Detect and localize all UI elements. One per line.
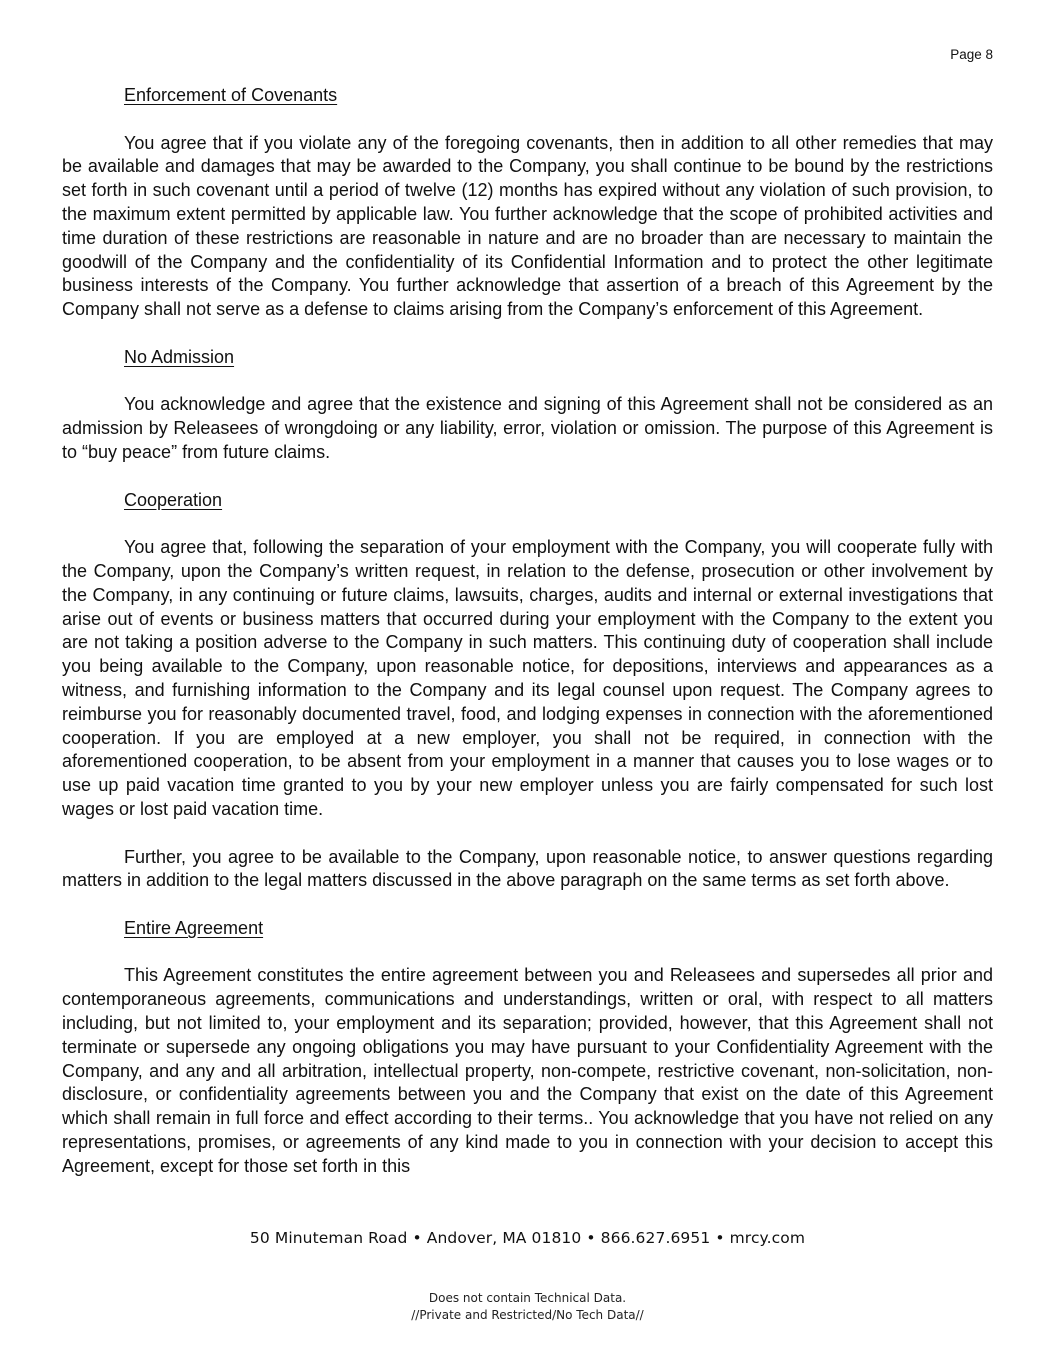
section-enforcement-of-covenants [62,84,993,322]
section-cooperation [62,489,993,894]
section-entire-agreement [62,917,993,1179]
footer-notice [0,1290,1055,1324]
section-heading: Cooperation [124,489,223,510]
section-paragraph: You agree that, following the separation of your employment with the Company, you will cooperate fully with the Company, upon the Company’s written request, in relation to the defense, prosecution or other involvement by the Company, in any continuing or future claims, lawsuits, charges, audits and internal or external investigations that arise out of events or business matters that occurred during your employment with the Company to the extent you are not taking a position adverse to the Company in such matters. This continuing duty of cooperation shall include you being available to the Company, upon reasonable notice, for depositions, interviews and appearances as a witness, and furnishing information to the Company and its legal counsel upon request. The Company agrees to reimburse you for reasonably documented travel, food, and lodging expenses in connection with the aforementioned cooperation. If you are employed at a new employer, you shall not be required, in connection with the aforementioned cooperation, to be absent from your employment in a manner that causes you to lose wages or to use up paid vacation time granted to you by your new employer unless you are fairly compensated for such lost wages or lost paid vacation time. [62,537,993,819]
page-number: Page 8 [950,47,993,62]
restriction-notice: //Private and Restricted/No Tech Data// [411,1308,644,1322]
section-heading: Entire Agreement [124,917,264,938]
footer-address: 50 Minuteman Road • Andover, MA 01810 • 866.627.6951 • mrcy.com [249,1229,806,1247]
section-paragraph: Further, you agree to be available to the Company, upon reasonable notice, to answer questions regarding matters in addition to the legal matters discussed in the above paragraph on the same terms as set forth above. [62,846,993,891]
section-paragraph: You agree that if you violate any of the foregoing covenants, then in addition to all other remedies that may be available and damages that may be awarded to the Company, you shall continue to be bound by the restrictions set forth in such covenant until a period of twelve (12) months has expired without any violation of such provision, to the maximum extent permitted by applicable law. You further acknowledge that the scope of prohibited activities and time duration of these restrictions are reasonable in nature and are no broader than are necessary to maintain the goodwill of the Company and the confidentiality of its Confidential Information and to protect the other legitimate business interests of the Company. You further acknowledge that assertion of a breach of this Agreement by the Company shall not serve as a defense to claims arising from the Company’s enforcement of this Agreement. [62,132,993,320]
section-no-admission [62,346,993,465]
document-body [62,84,993,1202]
section-heading: No Admission [124,346,235,367]
section-heading: Enforcement of Covenants [124,85,338,105]
section-paragraph: You acknowledge and agree that the existence and signing of this Agreement shall not be considered as an admission by Releasees of wrongdoing or any liability, error, violation or omission. The purpose of this Agreement is to “buy peace” from future claims. [62,394,993,462]
section-paragraph: This Agreement constitutes the entire agreement between you and Releasees and supersedes all prior and contemporaneous agreements, communications and understandings, written or oral, with respect to all matters including, but not limited to, your employment and its separation; provided, however, that this Agreement shall not terminate or supersede any ongoing obligations you may have pursuant to your Confidentiality Agreement with the Company, and any and all arbitration, intellectual property, non-compete, restrictive covenant, non-solicitation, non-disclosure, or confidentiality agreements between you and the Company that exist on the date of this Agreement which shall remain in full force and effect according to their terms.. You acknowledge that you have not relied on any representations, promises, or agreements of any kind made to you in connection with your decision to accept this Agreement, except for those set forth in this [62,965,993,1176]
technical-data-notice: Does not contain Technical Data. [428,1291,627,1305]
